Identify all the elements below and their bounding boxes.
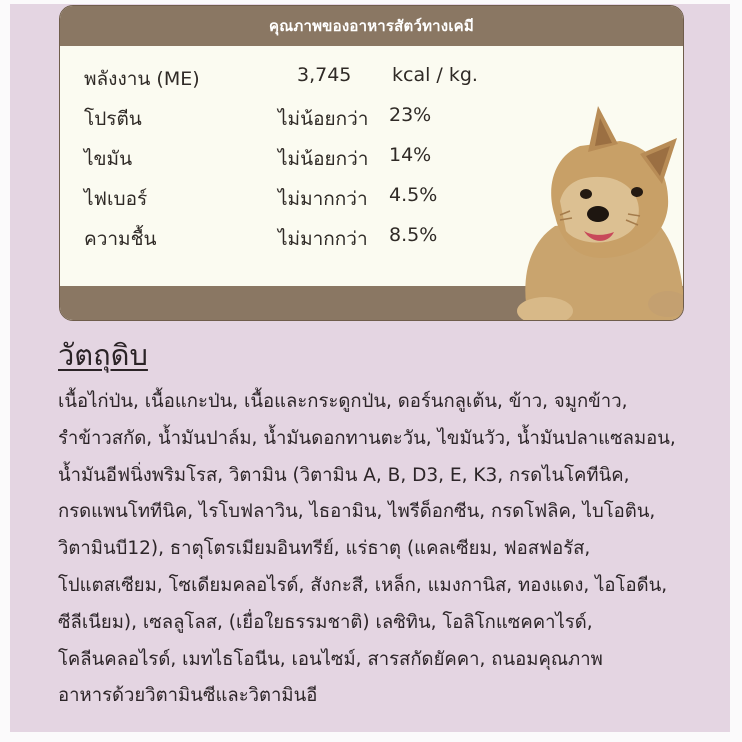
nutrient-label: โปรตีน: [84, 108, 142, 130]
nutrition-row-fat: [84, 144, 474, 184]
nutrient-value: 23%: [389, 104, 432, 126]
ingredient-line: น้ำมันอีฟนิ่งพริมโรส, วิตามิน (วิตามิน A, B, D3, E, K3, กรดไนโคทีนิค,: [58, 464, 630, 486]
panel-title: คุณภาพของอาหารสัตว์ทางเคมี: [269, 17, 474, 35]
ingredient-line: โปแตสเซียม, โซเดียมคลอไรด์, สังกะสี, เหล็ก, แมงกานิส, ทองแดง, ไอโอดีน,: [58, 574, 668, 596]
ingredient-line: กรดแพนโททีนิค, ไรโบฟลาวิน, ไธอามิน, ไพรีด็อกซีน, กรดโฟลิค, ไบโอติน,: [58, 501, 656, 523]
nutrient-label: ไฟเบอร์: [84, 188, 148, 210]
nutrient-label: ความชื้น: [84, 228, 157, 250]
nutrient-label: พลังงาน (ME): [84, 68, 200, 90]
nutrient-condition: ไม่มากกว่า: [278, 228, 368, 250]
nutrient-label: ไขมัน: [84, 148, 133, 170]
ingredients-list: [58, 387, 708, 718]
panel-header: [60, 6, 683, 46]
nutrient-unit: kcal / kg.: [392, 64, 478, 86]
ingredient-line: วิตามินบี12), ธาตุโตรเมียมอินทรีย์, แร่ธาตุ (แคลเซียม, ฟอสฟอรัส,: [58, 538, 591, 560]
nutrient-value: 14%: [389, 144, 432, 166]
nutrition-row-moisture: [84, 224, 474, 264]
ingredient-line: โคลีนคลอไรด์, เมทไธโอนีน, เอนไซม์, สารสกัดยัคคา, ถนอมคุณภาพ: [58, 648, 603, 670]
ingredient-line: ซีลีเนียม), เซลลูโลส, (เยื่อใยธรรมชาติ) เลซิทิน, โอลิโกแซคคาไรด์,: [58, 611, 593, 633]
nutrient-value: 8.5%: [389, 224, 438, 246]
ingredient-line: รำข้าวสกัด, น้ำมันปาล์ม, น้ำมันดอกทานตะวัน, ไขมันวัว, น้ำมันปลาแซลมอน,: [58, 427, 676, 449]
ingredient-line: เนื้อไก่ป่น, เนื้อแกะป่น, เนื้อและกระดูกป่น, ดอร์นกลูเต้น, ข้าว, จมูกข้าว,: [58, 391, 628, 412]
nutrient-value: 4.5%: [389, 184, 438, 206]
dog-illustration: [500, 96, 684, 321]
nutrient-condition: ไม่น้อยกว่า: [278, 148, 369, 170]
nutrition-table: [84, 64, 478, 264]
nutrition-panel: [59, 5, 684, 321]
nutrient-condition: ไม่น้อยกว่า: [278, 108, 369, 130]
nutrient-condition: ไม่มากกว่า: [278, 188, 368, 210]
nutrition-row-fiber: [84, 184, 474, 224]
ingredient-line: อาหารด้วยวิตามินซีและวิตามินอี: [58, 685, 318, 707]
nutrition-row-energy: [84, 64, 478, 104]
nutrition-row-protein: [84, 104, 474, 144]
ingredients-title: วัตถุดิบ: [58, 338, 148, 372]
nutrient-value: 3,745: [297, 64, 352, 86]
